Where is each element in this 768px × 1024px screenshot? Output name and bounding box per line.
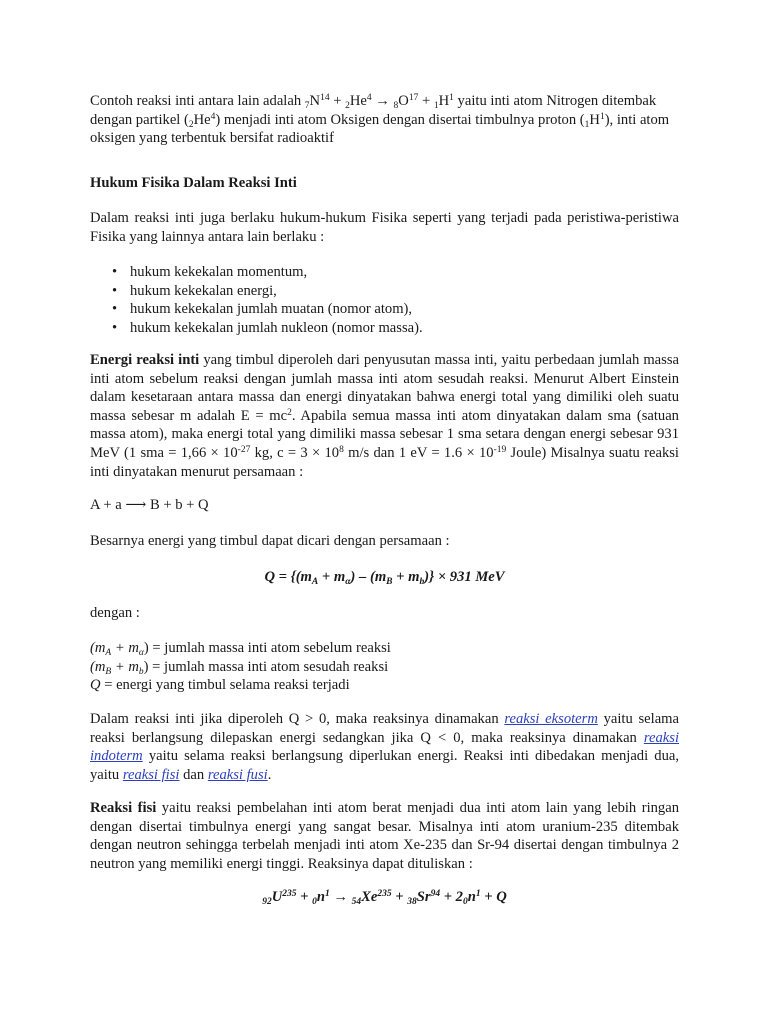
- sr-symbol: Sr: [416, 889, 431, 905]
- definitions: [90, 639, 679, 695]
- n-atomic-number: 0: [462, 896, 468, 907]
- energy-text: . Apabila semua massa inti atom dinyatakan dalam sma (satuan massa atom), maka energi total yang dimiliki massa sebesar 1 sma setara dengan energi sebesar 931 MeV (1 sma = 1,66 × 10: [90, 407, 679, 461]
- fission-equation: [90, 888, 679, 907]
- conservation-laws-list: [110, 263, 670, 337]
- energy-text: kg, c = 3 × 10: [250, 444, 340, 461]
- energy-formula: [90, 568, 679, 587]
- o-mass-number: 17: [408, 92, 419, 103]
- c-exponent: 8: [339, 444, 344, 455]
- list-item: • hukum kekekalan jumlah nukleon (nomor massa).: [110, 319, 670, 338]
- link-reaksi-fisi[interactable]: reaksi fisi: [122, 766, 180, 783]
- definition-before: [90, 639, 679, 658]
- fission-term: Reaksi fisi: [90, 800, 157, 816]
- plus-sign: +: [418, 93, 434, 109]
- definition-after: [90, 658, 679, 677]
- def-text: ) = jumlah massa inti atom sebelum reaksi: [143, 640, 391, 656]
- link-reaksi-eksoterm[interactable]: reaksi eksoterm: [504, 711, 598, 727]
- neutron-symbol: n: [467, 889, 476, 905]
- n-mass-number: 14: [320, 92, 330, 103]
- h-mass-number: 1: [449, 92, 454, 103]
- link-reaksi-indoterm[interactable]: reaksi indoterm: [90, 729, 679, 765]
- plus-q: + Q: [480, 889, 507, 905]
- h-atomic-number: 1: [433, 100, 439, 111]
- o-atomic-number: 8: [393, 100, 399, 111]
- plus-two: + 2: [440, 889, 463, 905]
- def-symbol: Q: [90, 677, 101, 694]
- def-sub: b: [138, 666, 144, 677]
- list-item: • hukum kekekalan momentum,: [110, 263, 670, 282]
- intro-text: ) menjadi inti atom Oksigen dengan disertai timbulnya proton (: [215, 111, 585, 128]
- sma-exponent: -27: [237, 444, 251, 455]
- o-symbol: O: [398, 93, 409, 109]
- formula-part: + m: [318, 569, 346, 585]
- n-atomic-number: 0: [312, 896, 317, 907]
- he-mass-number: 4: [210, 111, 216, 122]
- def-symbol: (m: [90, 640, 106, 656]
- energy-term: Energi reaksi inti: [90, 352, 200, 368]
- intro-text: yaitu inti atom Nitrogen ditembak dengan partikel (: [90, 93, 657, 128]
- fission-paragraph: [90, 799, 679, 873]
- reaction-text: yaitu selama reaksi berlangsung dilepaskan energi sedangkan jika Q < 0, maka reaksinya dinamakan: [90, 711, 680, 746]
- def-text: = energi yang timbul selama reaksi terjadi: [100, 677, 350, 694]
- u-mass-number: 235: [282, 888, 297, 899]
- dengan-label: dengan :: [90, 605, 140, 621]
- he-mass-number: 4: [366, 92, 372, 103]
- def-symbol: + m: [111, 658, 139, 675]
- n-mass-number: 1: [475, 888, 481, 899]
- energy-equation-intro: Besarnya energi yang timbul dapat dicari dengan persamaan :: [90, 533, 450, 549]
- he-symbol: He: [193, 111, 211, 128]
- reaction-text: Dalam reaksi inti jika diperoleh Q > 0, maka reaksinya dinamakan: [90, 711, 505, 727]
- he-atomic-number: 2: [345, 100, 350, 111]
- def-sub: B: [105, 666, 112, 677]
- laws-intro-paragraph: Dalam reaksi inti juga berlaku hukum-hukum Fisika seperti yang terjadi pada peristiwa-peristiwa Fisika yang lainnya antara lain berlaku :: [90, 210, 679, 245]
- intro-text: ), inti atom oksigen yang terbentuk bersifat radioaktif: [90, 111, 670, 147]
- intro-paragraph: [90, 92, 679, 148]
- def-symbol: (m: [90, 658, 106, 675]
- c-squared-exponent: 2: [287, 407, 292, 418]
- formula-sub: α: [345, 576, 351, 587]
- def-symbol: + m: [111, 640, 139, 656]
- formula-part: + m: [392, 569, 420, 585]
- reaction-text: .: [267, 766, 272, 783]
- formula-part: )} × 931 MeV: [424, 569, 505, 585]
- list-item: • hukum kekekalan energi,: [110, 282, 670, 301]
- reaction-arrow: →: [371, 93, 394, 109]
- intro-text: Contoh reaksi inti antara lain adalah: [90, 93, 305, 109]
- h-mass-number: 1: [599, 111, 605, 122]
- sr-atomic-number: 38: [407, 896, 417, 907]
- n-symbol: N: [309, 93, 321, 109]
- formula-sub: A: [311, 576, 319, 587]
- formula-part: Q = {(m: [264, 569, 312, 585]
- definition-q: [90, 676, 679, 695]
- plus-sign: +: [329, 93, 346, 109]
- sr-mass-number: 94: [430, 888, 441, 899]
- n-atomic-number: 7: [304, 100, 310, 111]
- list-item: • hukum kekekalan jumlah muatan (nomor atom),: [110, 300, 670, 319]
- u-symbol: U: [271, 889, 283, 905]
- energy-text: yang timbul diperoleh dari penyusutan massa inti, yaitu perbedaan jumlah massa inti atom sebelum reaksi dengan jumlah massa inti atom sesudah reaksi. Menurut Albert Einstein dalam kesetaraan antara massa dan energi dinyatakan bahwa energi total yang dimiliki oleh suatu massa sebesar m adalah E = mc: [90, 352, 679, 424]
- xe-atomic-number: 54: [351, 896, 362, 907]
- h-atomic-number: 1: [584, 119, 590, 130]
- he-symbol: He: [349, 93, 367, 109]
- formula-part: ) – (m: [350, 569, 387, 585]
- reaction-arrow: →: [329, 889, 352, 905]
- energy-text: m/s dan 1 eV = 1.6 × 10: [343, 444, 494, 461]
- reaction-text: yaitu selama reaksi berlangsung diperlukan energi. Reaksi inti dibedakan menjadi dua, yaitu: [90, 748, 679, 783]
- xe-mass-number: 235: [377, 888, 392, 899]
- general-reaction: A + a ⟶ B + b + Q: [90, 497, 209, 513]
- reaction-text: dan: [179, 766, 208, 783]
- he-atomic-number: 2: [188, 119, 194, 130]
- def-text: ) = jumlah massa inti atom sesudah reaksi: [143, 658, 389, 675]
- ev-exponent: -19: [493, 444, 507, 455]
- xe-symbol: Xe: [361, 889, 378, 905]
- n-mass-number: 1: [325, 888, 330, 899]
- energy-text: Joule) Misalnya suatu reaksi inti dinyatakan menurut persamaan :: [90, 444, 679, 480]
- h-symbol: H: [438, 93, 450, 109]
- def-sub: α: [138, 647, 144, 658]
- neutron-symbol: n: [316, 889, 326, 905]
- link-reaksi-fusi[interactable]: reaksi fusi: [207, 766, 268, 783]
- reaction-types-paragraph: [90, 710, 679, 784]
- formula-sub: b: [419, 576, 425, 587]
- fission-text: yaitu reaksi pembelahan inti atom berat menjadi dua inti atom lain yang lebih ringan dengan disertai timbulnya energi yang sangat besar. Misalnya inti atom uranium-235 ditembak dengan neutron sehingga terbelah menjadi inti atom Xe-235 dan Sr-94 disertai dengan timbulnya 2 neutron yang memiliki energi tinggi. Reaksinya dapat dituliskan :: [90, 800, 679, 872]
- formula-sub: B: [386, 576, 393, 587]
- plus-sign: +: [296, 889, 313, 905]
- u-atomic-number: 92: [262, 896, 272, 907]
- section-heading: Hukum Fisika Dalam Reaksi Inti: [90, 175, 297, 191]
- plus-sign: +: [391, 889, 408, 905]
- h-symbol: H: [589, 111, 600, 128]
- def-sub: A: [105, 647, 112, 658]
- energy-paragraph: [90, 351, 679, 481]
